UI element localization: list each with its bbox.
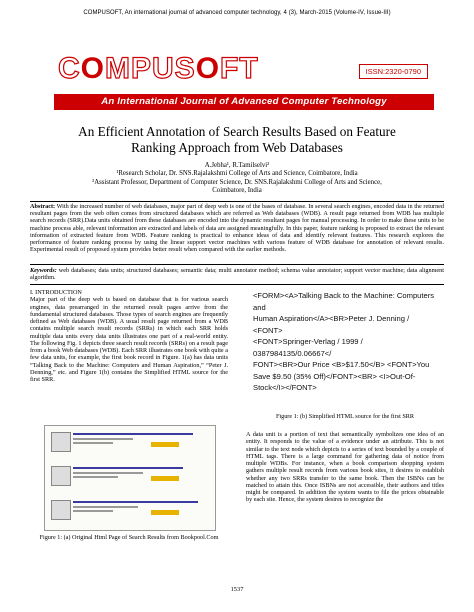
html-source-line: FONT><BR>Our Price <B>$17.50</B> <FONT>You <box>253 360 430 369</box>
journal-masthead <box>54 44 434 98</box>
running-head: COMPUSOFT, An international journal of advanced computer technology, 4 (3), March-2015 (Volume-IV, Issue-III) <box>83 10 391 16</box>
author-block <box>30 162 444 195</box>
record-title <box>73 467 183 469</box>
record-author <box>73 438 133 440</box>
keywords-label: Keywords: <box>30 267 57 274</box>
record-title <box>73 501 198 503</box>
paper-title <box>30 124 444 156</box>
record-price <box>73 476 118 478</box>
journal-logo: COMPUSOFT <box>58 52 259 85</box>
abstract-text: With the increased number of web databases, major part of deep web is one of the bases of database. In several search engines, encoded data in the returned resultant pages from the web often comes from structured databases which are referred as Web databases (WDB). A result page returned from WDB has multiple search records (SRR).Data units obtained from these databases are encoded into the dynamic resultant pages for manual processing. In order to make these units to be machine process able, relevant information are extracted and labels of data are assigned meaningfully. In this paper, feature ranking is proposed to extract the relevant information of extracted feature from WDB. Feature ranking is practical to enhance ideas of data and identify relevant features. This research explores the performance of feature ranking process by using the linear support vector machines with various feature of WDB database for annotation of relevant results. Experimental result of proposed system provides better result when compared with the earlier methods. <box>30 203 444 254</box>
affiliation-2: ²Assistant Professor, Department of Computer Science, Dr. SNS.Rajalakshmi College of Arts and Science, <box>92 178 382 186</box>
intro-paragraph-left: Major part of the deep web is based on database that is for various search engines, data prearranged in the returned result pages arrive from the fundamental structured databases. Those types of search engines are frequently defined as Web databases (WDB). A usual result page returned from a WDB contains multiple search result records (SRRs) in which each SRR holds multiple data units every data units illustrates one part of a real-world entity. The following Fig. 1 depicts three search result records (SRRs) on a result page from a book Web databases (WDB). Each SRR illustrates one book with quite a few data units, for example, the first book record in Figure. 1(a) has data units “Talking Back to the Machine: Computers and Human Aspiration,” “Peter J. Denning,” etc. and Figure 1(b) contains the Simplified HTML source for the first SRR. <box>30 296 228 383</box>
journal-tagline-bar <box>54 94 434 110</box>
record-author <box>73 472 143 474</box>
book-cover-image <box>51 466 71 486</box>
figure-1b-html-source <box>253 290 439 408</box>
figure-1b-caption: Figure 1: (b) Simplified HTML source for the first SRR <box>275 413 415 420</box>
intro-paragraph-right: A data unit is a portion of text that semantically symbolizes one idea of an entity. It responds to the value of a evidence under an attribute. This is not similar to the text node which depicts to a series of text bounded by a couple of HTML tags. There is a large command for gathering data of notice from multiple WDBs. For instance, when a book comparison shopping system gathers multiple result records from various book sites, it desires to establish whether any two SRRs transfer to the same book. Then the ISBNs can be matched to attain this. Once ISBNs are not accessible, their authors and titles might be compared. In addition the system wants to file the prices obtainable by each site. Hence, the system desires to recognize the <box>246 431 444 504</box>
keywords <box>30 267 444 281</box>
paper-title-line1: An Efficient Annotation of Search Results Based on Feature <box>78 124 396 139</box>
html-source-line: <FORM><A>Talking Back to the Machine: Computers and <box>253 291 435 312</box>
divider <box>30 264 444 265</box>
journal-tagline: An International Journal of Advanced Computer Technology <box>101 96 387 107</box>
book-cover-image <box>51 432 71 452</box>
authors: A.Jebha¹, R.Tamilselvi² <box>204 162 270 169</box>
record-author <box>73 506 138 508</box>
book-cover-image <box>51 500 71 520</box>
left-column <box>30 289 228 383</box>
affiliation-2-cont: Coimbatore, India <box>212 186 262 194</box>
figure-1a-record <box>51 498 209 520</box>
abstract-label: Abstract: <box>30 203 56 210</box>
paper-title-line2: Ranking Approach from Web Databases <box>131 140 343 155</box>
keywords-text: web databases; data units; structured databases; semantic data; multi annotator method; schema value annotator; support vector machine; data alignment algorithm. <box>30 267 444 282</box>
divider <box>30 201 444 202</box>
abstract <box>30 203 444 253</box>
html-source-line: Stock</I></FONT> <box>253 383 317 392</box>
issn-badge: ISSN:2320-0790 <box>359 64 428 79</box>
figure-1a-screenshot <box>44 425 216 531</box>
divider <box>30 284 444 285</box>
html-source-line: Save $9.50 (35% Off)</FONT><BR> <I>Out-Of- <box>253 371 416 381</box>
affiliation-1: ¹Research Scholar, Dr. SNS.Rajalakshmi College of Arts and Science, Coimbatore, India <box>116 170 358 178</box>
figure-1a-record <box>51 464 209 486</box>
html-source-line: Human Aspiration</A><BR>Peter J. Denning / <FONT> <box>253 314 410 335</box>
record-price <box>73 510 113 512</box>
figure-1a-record <box>51 430 209 452</box>
section-heading: I. INTRODUCTION <box>30 289 82 296</box>
record-title <box>73 433 193 435</box>
add-to-cart-button <box>151 442 179 447</box>
page-number: 1537 <box>230 586 244 593</box>
html-source-line: <FONT>Springer-Verlag / 1999 / 0387984135/0.06667</ <box>253 337 363 358</box>
figure-1a-caption: Figure 1: (a) Original Html Page of Search Results from Bookpool.Com <box>39 534 219 541</box>
record-price <box>73 442 113 444</box>
add-to-cart-button <box>151 510 179 515</box>
add-to-cart-button <box>151 476 179 481</box>
